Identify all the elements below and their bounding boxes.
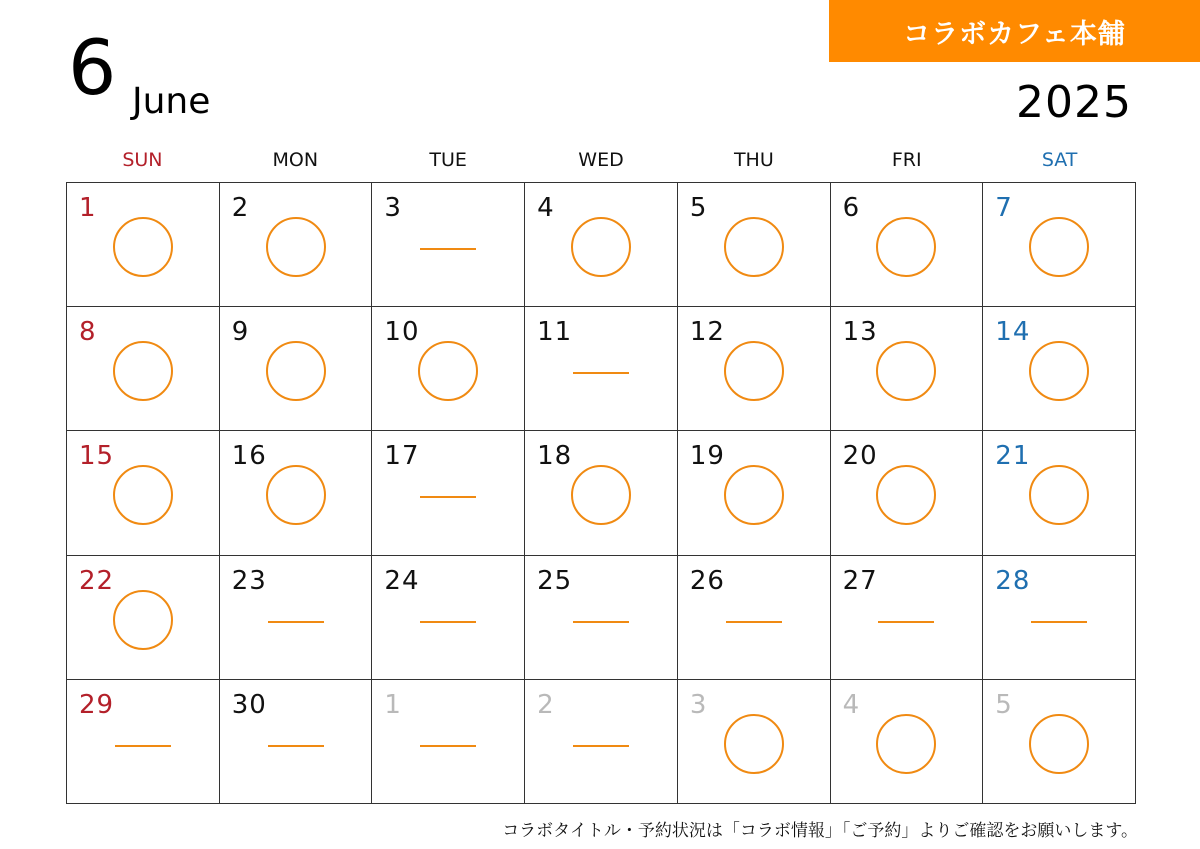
calendar-day-cell[interactable] [525,183,678,307]
calendar-day-cell[interactable] [525,680,678,804]
calendar-day-cell[interactable] [525,307,678,431]
available-circle-mark [113,341,173,401]
day-number: 8 [79,317,97,348]
day-number: 3 [689,689,708,720]
day-number: 30 [231,689,267,720]
day-number: 1 [79,193,97,223]
calendar-grid [66,182,1136,804]
calendar-day-cell[interactable] [525,431,678,555]
day-number: 4 [842,689,861,720]
available-circle-mark [876,217,936,277]
calendar-day-cell[interactable] [983,680,1136,804]
weekday-thu: THU [733,149,774,171]
day-number: 1 [384,689,402,720]
available-circle-mark [571,217,631,277]
day-number: 7 [995,193,1013,223]
calendar-day-cell[interactable] [983,431,1136,555]
day-number: 17 [384,441,420,472]
unavailable-dash-mark [573,745,629,747]
unavailable-dash-mark [726,621,782,623]
day-number: 21 [995,441,1031,472]
unavailable-dash-mark [878,621,934,623]
unavailable-dash-mark [420,745,476,747]
calendar-day-cell[interactable] [67,556,220,680]
month-number: 6 [68,23,117,112]
available-circle-mark [571,465,631,525]
calendar-day-cell[interactable] [983,183,1136,307]
available-circle-mark [418,341,478,401]
calendar-day-cell[interactable] [831,183,984,307]
available-circle-mark [724,217,784,277]
store-name-badge: コラボカフェ本舗 [829,0,1200,62]
day-number: 25 [537,565,573,596]
calendar-day-cell[interactable] [678,183,831,307]
day-number: 9 [231,317,250,348]
day-number: 29 [79,689,115,720]
available-circle-mark [1029,217,1089,277]
footer-note: コラボタイトル・予約状況は「コラボ情報」「ご予約」よりご確認をお願いします。 [502,821,1138,841]
available-circle-mark [113,465,173,525]
day-number: 10 [384,317,420,348]
calendar-day-cell[interactable] [372,431,525,555]
day-number: 26 [689,565,725,596]
weekday-fri: FRI [891,149,922,171]
calendar-day-cell[interactable] [67,307,220,431]
calendar-day-cell[interactable] [678,431,831,555]
weekday-mon: MON [272,149,319,171]
day-number: 16 [231,441,267,472]
calendar-day-cell[interactable] [372,183,525,307]
day-number: 6 [842,193,861,223]
unavailable-dash-mark [115,745,171,747]
unavailable-dash-mark [573,372,629,374]
available-circle-mark [724,465,784,525]
day-number: 22 [79,565,115,596]
unavailable-dash-mark [268,621,324,623]
calendar-day-cell[interactable] [983,556,1136,680]
calendar-day-cell[interactable] [220,307,373,431]
day-number: 5 [689,193,708,223]
month-name: June [132,81,211,122]
weekday-header-row [66,146,1136,174]
unavailable-dash-mark [268,745,324,747]
available-circle-mark [1029,714,1089,774]
calendar-day-cell[interactable] [67,680,220,804]
calendar-day-cell[interactable] [67,431,220,555]
calendar-day-cell[interactable] [220,183,373,307]
day-number: 13 [842,317,878,348]
calendar-day-cell[interactable] [831,431,984,555]
available-circle-mark [1029,465,1089,525]
day-number: 20 [842,441,878,472]
calendar-day-cell[interactable] [372,307,525,431]
day-number: 14 [995,317,1031,348]
day-number: 28 [995,565,1031,596]
day-number: 12 [689,317,725,348]
weekday-sun: SUN [122,149,163,171]
calendar-day-cell[interactable] [678,307,831,431]
available-circle-mark [266,465,326,525]
available-circle-mark [113,217,173,277]
day-number: 2 [537,689,555,720]
calendar-day-cell[interactable] [678,680,831,804]
available-circle-mark [876,714,936,774]
calendar-day-cell[interactable] [67,183,220,307]
available-circle-mark [266,217,326,277]
day-number: 3 [384,193,402,223]
weekday-wed: WED [578,149,624,171]
calendar-day-cell[interactable] [220,431,373,555]
available-circle-mark [724,341,784,401]
day-number: 15 [79,441,115,472]
year-label: 2025 [1016,77,1132,128]
day-number: 2 [231,193,250,223]
calendar-day-cell[interactable] [831,307,984,431]
unavailable-dash-mark [420,621,476,623]
weekday-tue: TUE [429,149,467,171]
day-number: 4 [537,193,555,223]
calendar-day-cell[interactable] [831,680,984,804]
calendar-day-cell[interactable] [220,556,373,680]
available-circle-mark [876,341,936,401]
calendar-day-cell[interactable] [220,680,373,804]
day-number: 23 [231,565,267,596]
available-circle-mark [113,590,173,650]
day-number: 5 [995,689,1013,720]
unavailable-dash-mark [573,621,629,623]
calendar-day-cell[interactable] [372,556,525,680]
calendar-day-cell[interactable] [525,556,678,680]
unavailable-dash-mark [1031,621,1087,623]
day-number: 18 [537,441,573,472]
day-number: 19 [689,441,725,472]
weekday-sat: SAT [1041,149,1078,171]
calendar-day-cell[interactable] [831,556,984,680]
day-number: 24 [384,565,420,596]
available-circle-mark [724,714,784,774]
available-circle-mark [266,341,326,401]
calendar-day-cell[interactable] [678,556,831,680]
unavailable-dash-mark [420,496,476,498]
available-circle-mark [876,465,936,525]
calendar-day-cell[interactable] [372,680,525,804]
available-circle-mark [1029,341,1089,401]
unavailable-dash-mark [420,248,476,250]
calendar-day-cell[interactable] [983,307,1136,431]
day-number: 27 [842,565,878,596]
day-number: 11 [537,317,573,348]
